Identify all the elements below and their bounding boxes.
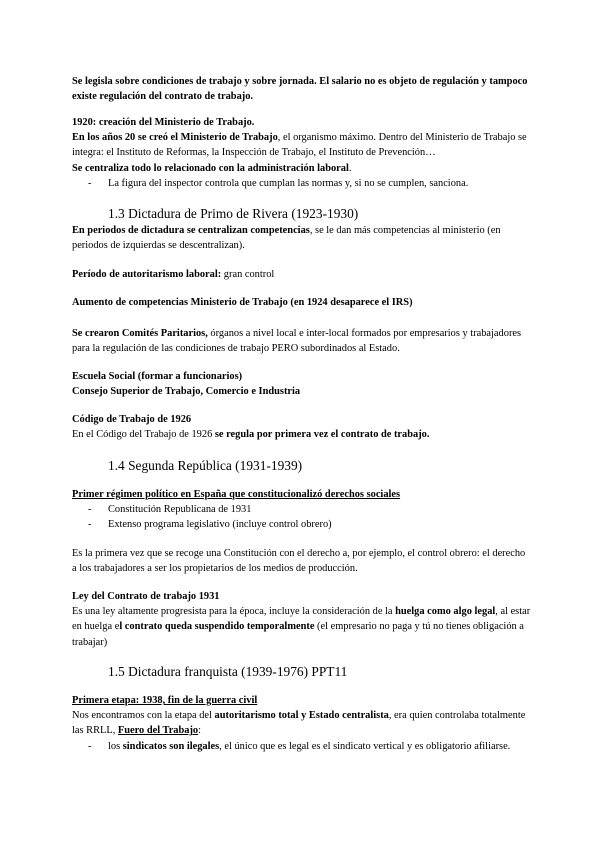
heading-1-5: 1.5 Dictadura franquista (1939-1976) PPT11 [108, 664, 348, 679]
paragraph-primera-etapa: Primera etapa: 1938, fin de la guerra civil Nos encontramos con la etapa del autoritarismo total y Estado centralista, era quien controlaba totalmente las RRLL, Fuero del Trabajo: [72, 695, 526, 737]
paragraph-centralizan: En periodos de dictadura se centralizan competencias, se le dan más competencias al ministerio (en periodos de izquierdas se descentralizan). [72, 225, 501, 252]
paragraph-ley-contrato: Ley del Contrato de trabajo 1931 Es una ley altamente progresista para la época, incluye la consideración de la huelga como algo legal, al estar en huelga el contrato queda suspendido temporalmente (el empresario no paga y tú no tienes obligación a trabajar) [72, 591, 531, 648]
section-title: Ley del Contrato de trabajo 1931 [72, 591, 220, 602]
paragraph-competencias: Aumento de competencias Ministerio de Trabajo (en 1924 desaparece el IRS) [72, 297, 413, 308]
paragraph-intro: Se legisla sobre condiciones de trabajo y sobre jornada. El salario no es objeto de regulación y tampoco existe regulación del contrato de trabajo. [72, 76, 528, 103]
paragraph-ministerio: 1920: creación del Ministerio de Trabajo. En los años 20 se creó el Ministerio de Trabajo, el organismo máximo. Dentro del Ministerio de Trabajo se integra: el Instituto de Reformas, la Inspección de Trabajo, el Instituto de Prevención… Se centraliza todo lo relacionado con la administración laboral. [72, 117, 527, 174]
paragraph-autoritarismo: Período de autoritarismo laboral: gran control [72, 269, 275, 280]
paragraph-comites: Se crearon Comités Paritarios, órganos a nivel local e inter-local formados por empresarios y trabajadores para la regulación de las condiciones de trabajo PERO subordinados al Estado. [72, 328, 522, 355]
heading-1-3: 1.3 Dictadura de Primo de Rivera (1923-1930) [108, 206, 359, 221]
paragraph-codigo: Código de Trabajo de 1926 En el Código del Trabajo de 1926 se regula por primera vez el contrato de trabajo. [72, 414, 430, 441]
paragraph-primer-regimen: Primer régimen político en España que constitucionalizó derechos sociales [72, 489, 401, 500]
paragraph-constitucion: Es la primera vez que se recoge una Constitución con el derecho a, por ejemplo, el control obrero: el derecho a los trabajadores a ser los propietarios de los medios de producción. [72, 548, 526, 575]
list-item: - Constitución Republicana de 1931 [88, 504, 252, 515]
section-title: Primera etapa: 1938, fin de la guerra civil [72, 695, 258, 706]
list-item: - Extenso programa legislativo (incluye control obrero) [88, 519, 332, 530]
list-item: - los sindicatos son ilegales, el único que es legal es el sindicato vertical y es obligatorio afiliarse. [88, 741, 511, 752]
section-title: Código de Trabajo de 1926 [72, 414, 192, 425]
heading-1-4: 1.4 Segunda República (1931-1939) [108, 458, 303, 473]
section-title: 1920: creación del Ministerio de Trabajo. [72, 117, 255, 128]
list-item: - La figura del inspector controla que cumplan las normas y, si no se cumplen, sanciona. [88, 178, 469, 189]
paragraph-escuela: Escuela Social (formar a funcionarios) Consejo Superior de Trabajo, Comercio e Industria [72, 371, 301, 398]
